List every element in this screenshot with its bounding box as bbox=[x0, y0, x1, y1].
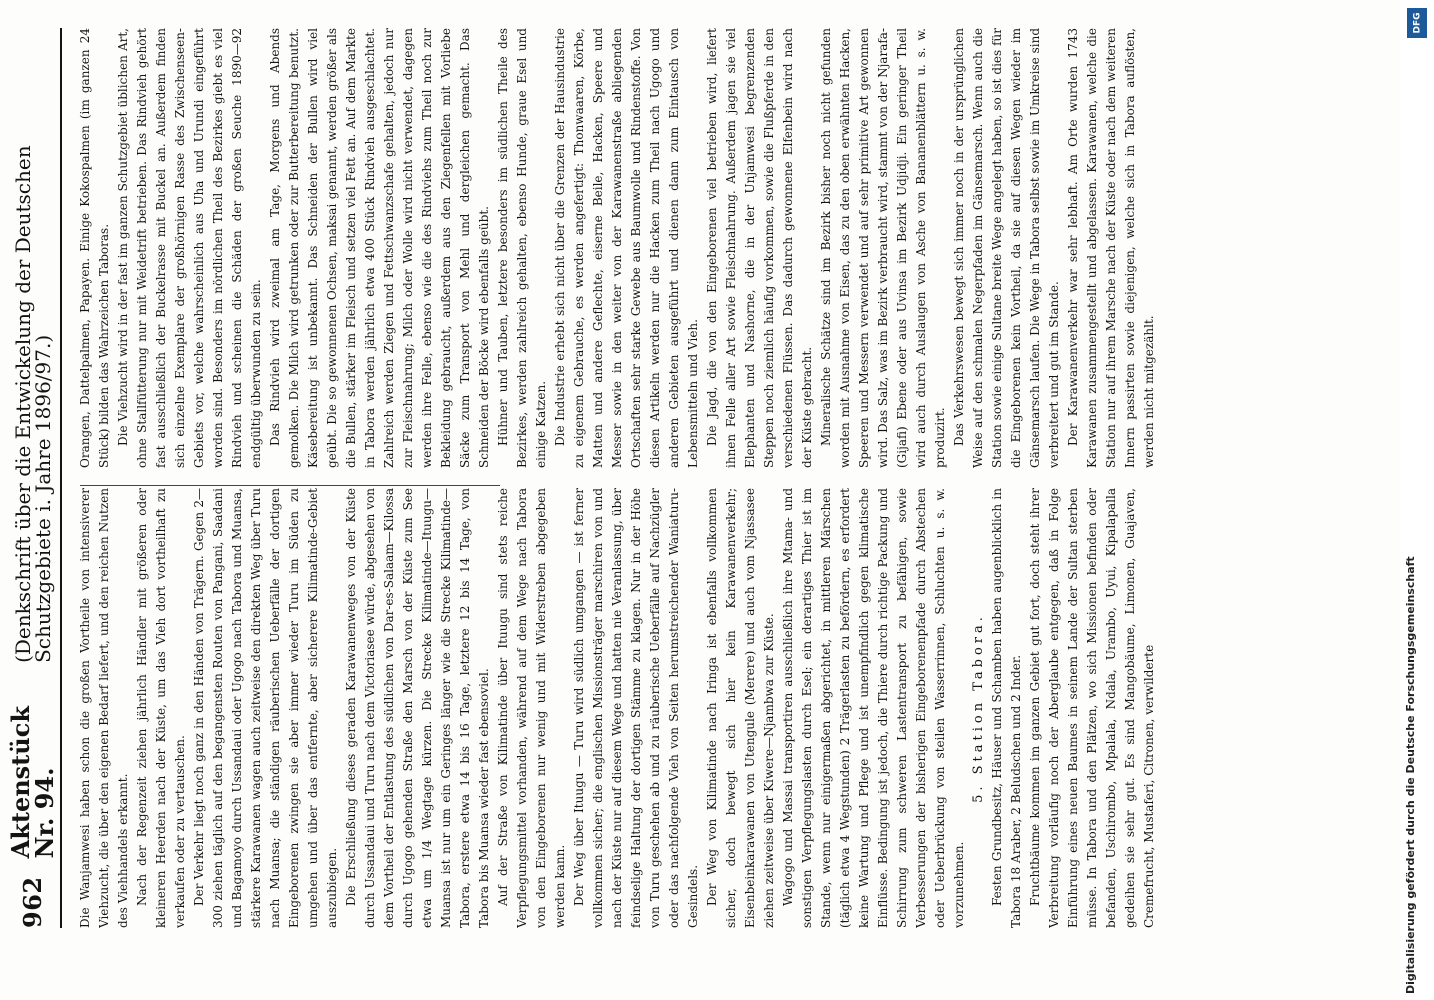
paragraph: Festen Grundbesitz, Häuser und Schamben haben augenblicklich in Tabora 18 Araber, 2 Beludschen und 2 Inder. bbox=[990, 488, 1023, 928]
paragraph: Hühner und Tauben, letztere besonders im südlichen Theile des Bezirkes, werden zahlreich gehalten, ebenso Hunde, graue Esel und einige Katzen. bbox=[496, 28, 548, 468]
running-head bbox=[8, 28, 58, 928]
running-title: (Denkschrift über die Entwickelung der Deutschen Schutzgebiete i. Jahre 1896/97.) bbox=[11, 145, 55, 663]
paragraph: Die Wanjamwesi haben schon die großen Vortheile von intensiverer Viehzucht, die über den eigenen Bedarf liefert, und den reichen Nutzen des Viehhandels erkannt. bbox=[78, 488, 130, 928]
document-label: Aktenstück Nr. 94. bbox=[6, 706, 59, 859]
paragraph: Fruchtbäume kommen im ganzen Gebiet gut fort, doch steht ihrer Verbreitung vorläufig noch der Aberglaube entgegen, daß in Folge Einführung eines neuen Baumes in seinem Lande der Sultan sterben müsse. In Tabora und den Plätzen, wo sich Missionen befinden oder befanden, Uschirombo, Mpalala, Ndala, Urambo, Uyui, Kipalapalla gedeihen sie sehr gut. Es sind Mangobäume, Limonen, Guajaven, Cremefrucht, Mustaferi, Citronen, verwilderte bbox=[1028, 488, 1156, 928]
paragraph: Der Karawanenverkehr war sehr lebhaft. Am Orte wurden 1743 Karawanen zusammengestellt und abgelassen. Karawanen, welche die Station nur auf ihrem Marsche nach der Küste oder nach dem weiteren Innern passirten sowie diejenigen, welche sich in Tabora auflösten, werden nicht mitgezählt. bbox=[1066, 28, 1156, 468]
paragraph: Auf der Straße von Kilimatinde über Ituugu sind stets reiche Verpflegungsmittel vorhanden, während auf dem Wege nach Tabora von den Eingeborenen nur wenig und mit Widerstreben abgegeben werden kann. bbox=[496, 488, 567, 928]
paragraph: Der Verkehr liegt noch ganz in den Händen von Trägern. Gegen 2—300 ziehen täglich auf den begangensten Routen von Pangani, Saadani und Bagamoyo durch Ussandaui oder Ugogo nach Tabora und Muansa, stärkere Karawanen wagen auch zeitweise den direkten Weg über Turu nach Muansa; die ständigen räuberischen Ueberfälle der dortigen Eingeborenen zwingen sie aber immer wieder Turu im Süden zu umgehen und über das entfernte, aber sicherere Kilimatinde-Gebiet auszubiegen. bbox=[192, 488, 339, 928]
paragraph: Orangen, Dattelpalmen, Papayen. Einige Kokospalmen (im ganzen 24 Stück) bilden das Wahrzeichen Taboras. bbox=[78, 28, 111, 468]
paragraph: Der Weg von Kilimatinde nach Iringa ist ebenfalls vollkommen sicher, doch bewegt sich hier kein Karawanenverkehr; Eisenbeinkarawanen von Utengule (Merere) und auch vom Njassasee ziehen zeitweise über Kiwere—Njambwa zur Küste. bbox=[705, 488, 776, 928]
paragraph: Die Industrie erhebt sich nicht über die Grenzen der Hausindustrie zu eigenem Gebrauche, es werden angefertigt: Thonwaaren, Körbe, Matten und andere Geflechte, eiserne Beile, Hacken, Speere und Messer sowie in den weiter von der Karawanenstraße abliegenden Ortschaften sehr starke Gewebe aus Baumwolle und Rindenstoffe. Von diesen Artikeln werden nur die Hacken zum Theil nach Ugogo und anderen Gebieten ausgeführt und dienen dann zum Eintausch von Lebensmitteln und Vieh. bbox=[553, 28, 700, 468]
paragraph: Wagogo und Massai transportiren ausschließlich ihre Mtama- und sonstigen Verpflegungslasten durch Esel; ein derartiges Thier ist im Stande, wenn nur einigermaßen abgerichtet, in mittleren Märschen (täglich etwa 4 Wegstunden) 2 Trägerlasten zu befördern, es erfordert keine Wartung und Pflege und ist unempfindlich gegen klimatische Einflüsse. Bedingung ist jedoch, die Thiere durch richtige Packung und Schirrung zum schweren Lastentransport zu befähigen, sowie Verbesserungen der bisherigen Eingeborenenpfade durch Abstechen oder Ueberbrückung von steilen Wasserrinnen, Schluchten u. s. w. vorzunehmen. bbox=[781, 488, 966, 928]
dfg-logo-icon: DFG bbox=[1407, 8, 1427, 38]
funding-notice: Digitalisierung gefördert durch die Deutsche Forschungsgemeinschaft bbox=[1404, 556, 1417, 994]
paragraph: Das Rindvieh wird zweimal am Tage, Morgens und Abends gemolken. Die Milch wird getrunken oder zur Butterbereitung benutzt. Käsebereitung ist unbekannt. Das Schneiden der Bullen wird viel geübt. Die so gewonnenen Ochsen, maksai genannt, werden größer als die Bullen, stärker im Fleisch und setzen viel Fett an. Auf dem Markte in Tabora werden jährlich etwa 400 Stück Rindvieh ausgeschlachtet. Zahlreich werden Ziegen und Fettschwanzschafe gehalten, jedoch nur zur Fleischnahrung; Milch oder Wolle wird nicht verwendet, dagegen werden ihre Felle, ebenso wie die des Rindviehs zum Theil noch zur Bekleidung gebraucht, außerdem aus den Ziegenfellen mit Vorliebe Säcke zum Transport von Mehl und dergleichen gemacht. Das Schneiden der Böcke wird ebenfalls geübt. bbox=[268, 28, 491, 468]
paragraph: Die Erschließung dieses geraden Karawanenweges von der Küste durch Ussandaui und Turu nach dem Victoriasee würde, abgesehen von dem Vortheil der Entlastung des südlichen von Dar-es-Salaam—Kilossa durch Ugogo gehenden Straße den Marsch von der Küste zum See etwa um 1/4 Wegtage kürzen. Die Strecke Kilimatinde—Ituugu—Muansa ist nur um ein Geringes länger wie die Strecke Kilimatinde—Tabora, erstere etwa 14 bis 16 Tage, letztere 12 bis 14 Tage, von Tabora bis Muansa wieder fast ebensoviel. bbox=[344, 488, 491, 928]
digitization-sidebar bbox=[1400, 0, 1434, 1000]
left-column bbox=[76, 488, 1386, 928]
section-heading: 5. Station Tabora. bbox=[971, 613, 986, 803]
right-column bbox=[76, 28, 1386, 468]
paragraph: Die Jagd, die von den Eingeborenen viel betrieben wird, liefert ihnen Felle aller Art sowie Fleischnahrung. Außerdem jagen sie viel Elephanten und Nashorne, die in der Unjamwesi begrenzenden Steppen noch ziemlich häufig vorkommen, sowie die Flußpferde in den verschiedenen Flüssen. Das dadurch gewonnene Elfenbein wird nach der Küste gebracht. bbox=[705, 28, 814, 468]
header-rule bbox=[60, 28, 62, 928]
paragraph: Das Verkehrswesen bewegt sich immer noch in der ursprünglichen Weise auf den schmalen Negerpfaden im Gänsemarsch. Wenn auch die Station sowie einige Sultane breite Wege angelegt haben, so ist dies für die Eingeborenen kein Vortheil, da sie auf diesen Wegen wieder im Gänsemarsch laufen. Die Wege in Tabora selbst sowie im Umkreise sind verbreitert und gut im Stande. bbox=[952, 28, 1061, 468]
paragraph: Der Weg über Ituugu — Turu wird südlich umgangen — ist ferner vollkommen sicher; die englischen Missionsträger marschiren von und nach der Küste nur auf diesem Wege und hatten nie Veranlassung, über feindselige Haltung der dortigen Stämme zu klagen. Nur in der Höhe von Turu geschehen ab und zu räuberische Ueberfälle auf Nachzügler oder das nachfolgende Vieh von Seiten herumstreichender Waniaturu-Gesindels. bbox=[572, 488, 700, 928]
page-number: 962 bbox=[18, 876, 47, 928]
paragraph: Die Viehzucht wird in der fast im ganzen Schutzgebiet üblichen Art, ohne Stallfütterung nur mit Weidetrift betrieben. Das Rindvieh gehört fast ausschließlich der Buckelrasse mit Buckel an. Außerdem finden sich einzelne Exemplare der großhörnigen Rasse des Zwischenseen-Gebiets vor, welche wahrscheinlich aus Uha und Urundi eingeführt worden sind. Besonders im nördlichen Theil des Bezirkes giebt es viel Rindvieh und scheinen die Schäden der großen Seuche 1890—92 endgültig überwunden zu sein. bbox=[116, 28, 263, 468]
paragraph: Nach der Regenzeit ziehen jährlich Händler mit größeren oder kleineren Heerden nach der Küste, um das Vieh dort vortheilhaft zu verkaufen oder zu vertauschen. bbox=[135, 488, 187, 928]
column-divider bbox=[80, 485, 500, 486]
paragraph: Mineralische Schätze sind im Bezirk bisher noch nicht gefunden worden mit Ausnahme von Eisen, das zu den oben erwähnten Hacken, Speeren und Messern verwendet und auf sehr primitive Art gewonnen wird. Das Salz, was im Bezirk verbraucht wird, stammt von der Njarafa-(Gijafi) Ebene oder aus Uvinsa im Bezirk Udjidji. Ein geringer Theil wird auch durch Auslaugen von Asche von Bananenblättern u. s. w. produzirt. bbox=[819, 28, 947, 468]
